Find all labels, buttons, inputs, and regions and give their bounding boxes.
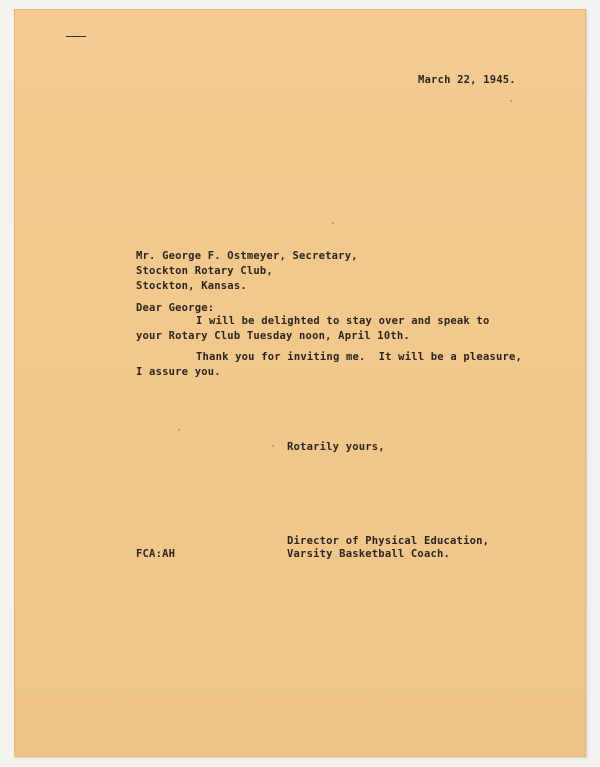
letter-date: March 22, 1945. — [418, 74, 516, 86]
pencil-mark — [66, 36, 86, 37]
paper-speck — [332, 222, 334, 224]
body-paragraph-2-line-1: Thank you for inviting me. It will be a pleasure, — [196, 351, 523, 363]
signature-title-line-1: Director of Physical Education, — [287, 535, 490, 547]
addressee-line-2: Stockton Rotary Club, — [136, 265, 273, 277]
addressee-line-1: Mr. George F. Ostmeyer, Secretary, — [136, 250, 358, 262]
letter-page — [14, 9, 586, 757]
reference-initials: FCA:AH — [136, 548, 176, 560]
body-paragraph-1-line-1: I will be delighted to stay over and speak to — [196, 315, 490, 327]
signature-title-line-2: Varsity Basketball Coach. — [287, 548, 451, 560]
paper-speck — [272, 445, 274, 447]
salutation: Dear George: — [136, 302, 215, 314]
paper-speck — [510, 100, 512, 102]
closing: Rotarily yours, — [287, 441, 385, 453]
body-paragraph-2-line-2: I assure you. — [136, 366, 221, 378]
body-paragraph-1-line-2: your Rotary Club Tuesday noon, April 10th. — [136, 330, 410, 342]
addressee-line-3: Stockton, Kansas. — [136, 280, 247, 292]
paper-speck — [178, 429, 180, 431]
